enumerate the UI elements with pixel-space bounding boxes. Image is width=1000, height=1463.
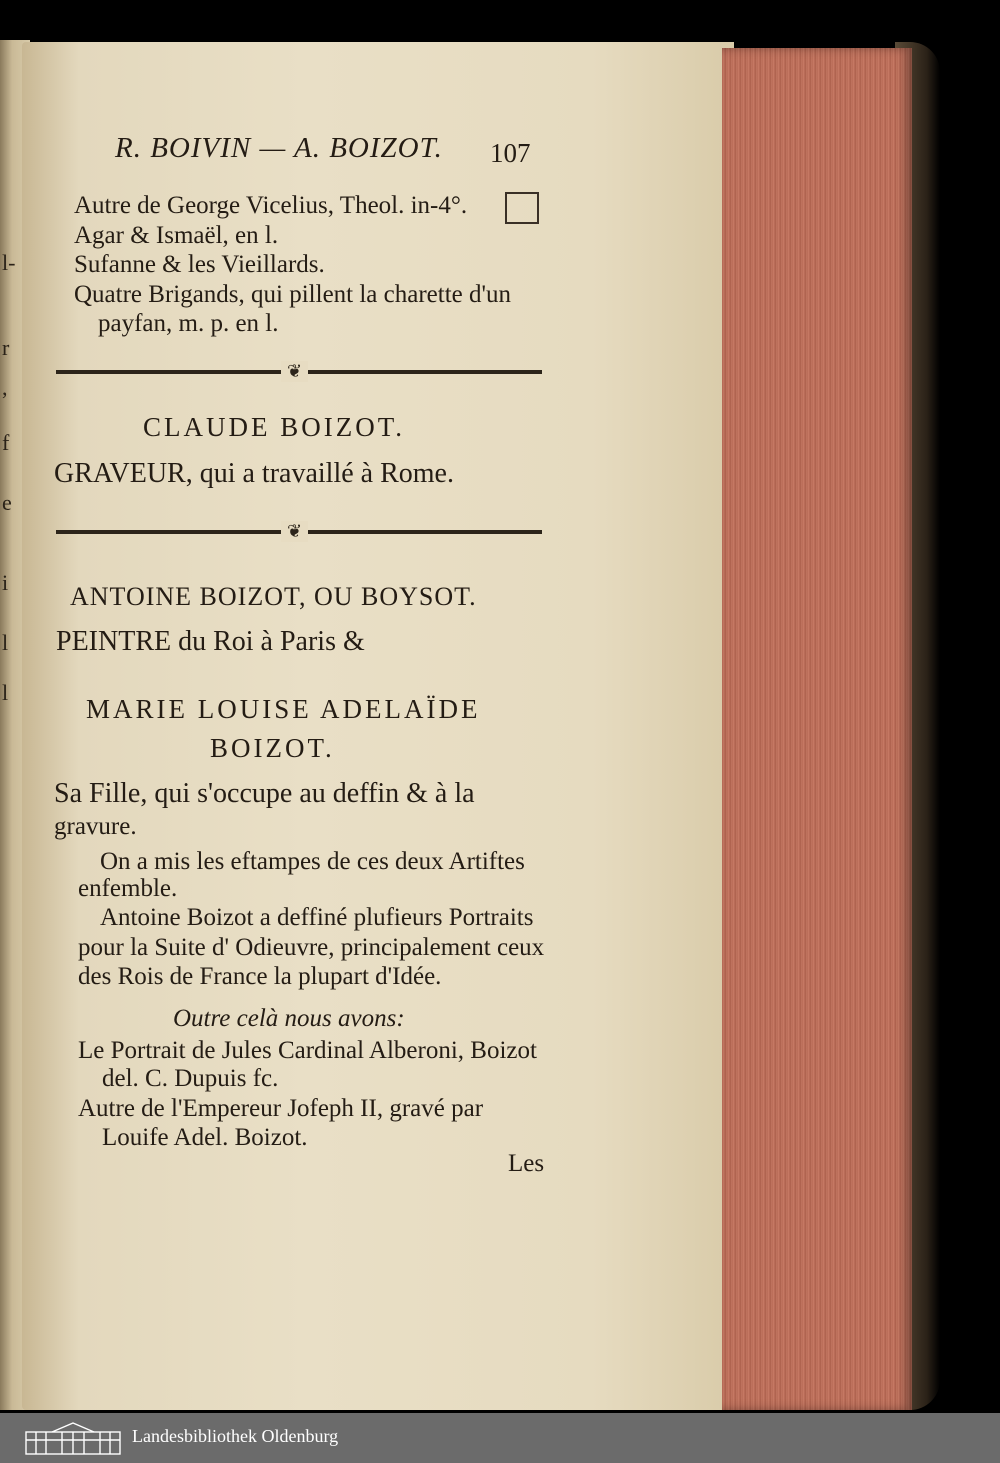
ornament-stamp — [505, 192, 539, 224]
entry-line: payfan, m. p. en l. — [98, 310, 279, 337]
entry-line: del. C. Dupuis fc. — [102, 1065, 279, 1092]
ornamental-rule — [56, 361, 542, 381]
entry-line: Agar & Ismaël, en l. — [74, 222, 279, 249]
section-text: GRAVEUR, qui a travaillé à Rome. — [54, 458, 454, 489]
margin-mark: l- — [2, 250, 16, 275]
body-line: Antoine Boizot a deffiné plufieurs Portraits — [100, 904, 534, 931]
margin-mark: i — [2, 570, 9, 595]
margin-mark: r — [2, 335, 10, 360]
body-line: gravure. — [54, 813, 137, 840]
fleuron-icon: ❦ — [281, 361, 308, 382]
body-line: des Rois de France la plupart d'Idée. — [78, 963, 442, 990]
body-line: On a mis les eftampes de ces deux Artiftes — [100, 848, 525, 875]
page-number: 107 — [490, 138, 531, 168]
entry-line: Quatre Brigands, qui pillent la charette d'un — [74, 281, 512, 308]
body-line: pour la Suite d' Odieuvre, principalement ceux — [78, 934, 545, 961]
entry-line: Autre de l'Empereur Jofeph II, gravé par — [78, 1095, 484, 1122]
section-heading: BOIZOT. — [210, 733, 335, 763]
page-block-edge — [722, 48, 912, 1410]
running-title: R. BOIVIN — A. BOIZOT. — [115, 132, 443, 164]
fleuron-icon: ❦ — [281, 521, 308, 542]
entry-line: Le Portrait de Jules Cardinal Alberoni, Boizot — [78, 1037, 537, 1064]
catchword: Les — [508, 1150, 545, 1177]
section-heading: ANTOINE BOIZOT, OU BOYSOT. — [70, 582, 477, 611]
section-heading: CLAUDE BOIZOT. — [143, 412, 405, 442]
ornamental-rule — [56, 521, 542, 541]
entry-line: Louife Adel. Boizot. — [102, 1124, 308, 1151]
entry-line: Autre de George Vicelius, Theol. in-4°. — [74, 192, 468, 219]
margin-mark: e — [2, 490, 12, 515]
library-building-icon — [22, 1420, 124, 1456]
entry-line: Sufanne & les Vieillards. — [74, 251, 325, 278]
body-line: enfemble. — [78, 875, 178, 902]
section-heading: MARIE LOUISE ADELAÏDE — [86, 694, 481, 724]
library-name: Landesbibliothek Oldenburg — [132, 1426, 339, 1446]
section-text: PEINTRE du Roi à Paris & — [56, 626, 365, 657]
margin-mark: l — [2, 630, 9, 655]
margin-mark: l — [2, 680, 9, 705]
margin-mark: f — [2, 430, 10, 455]
body-line: Sa Fille, qui s'occupe au deffin & à la — [54, 778, 475, 809]
margin-mark: , — [2, 375, 8, 400]
subheading: Outre celà nous avons: — [173, 1005, 405, 1032]
